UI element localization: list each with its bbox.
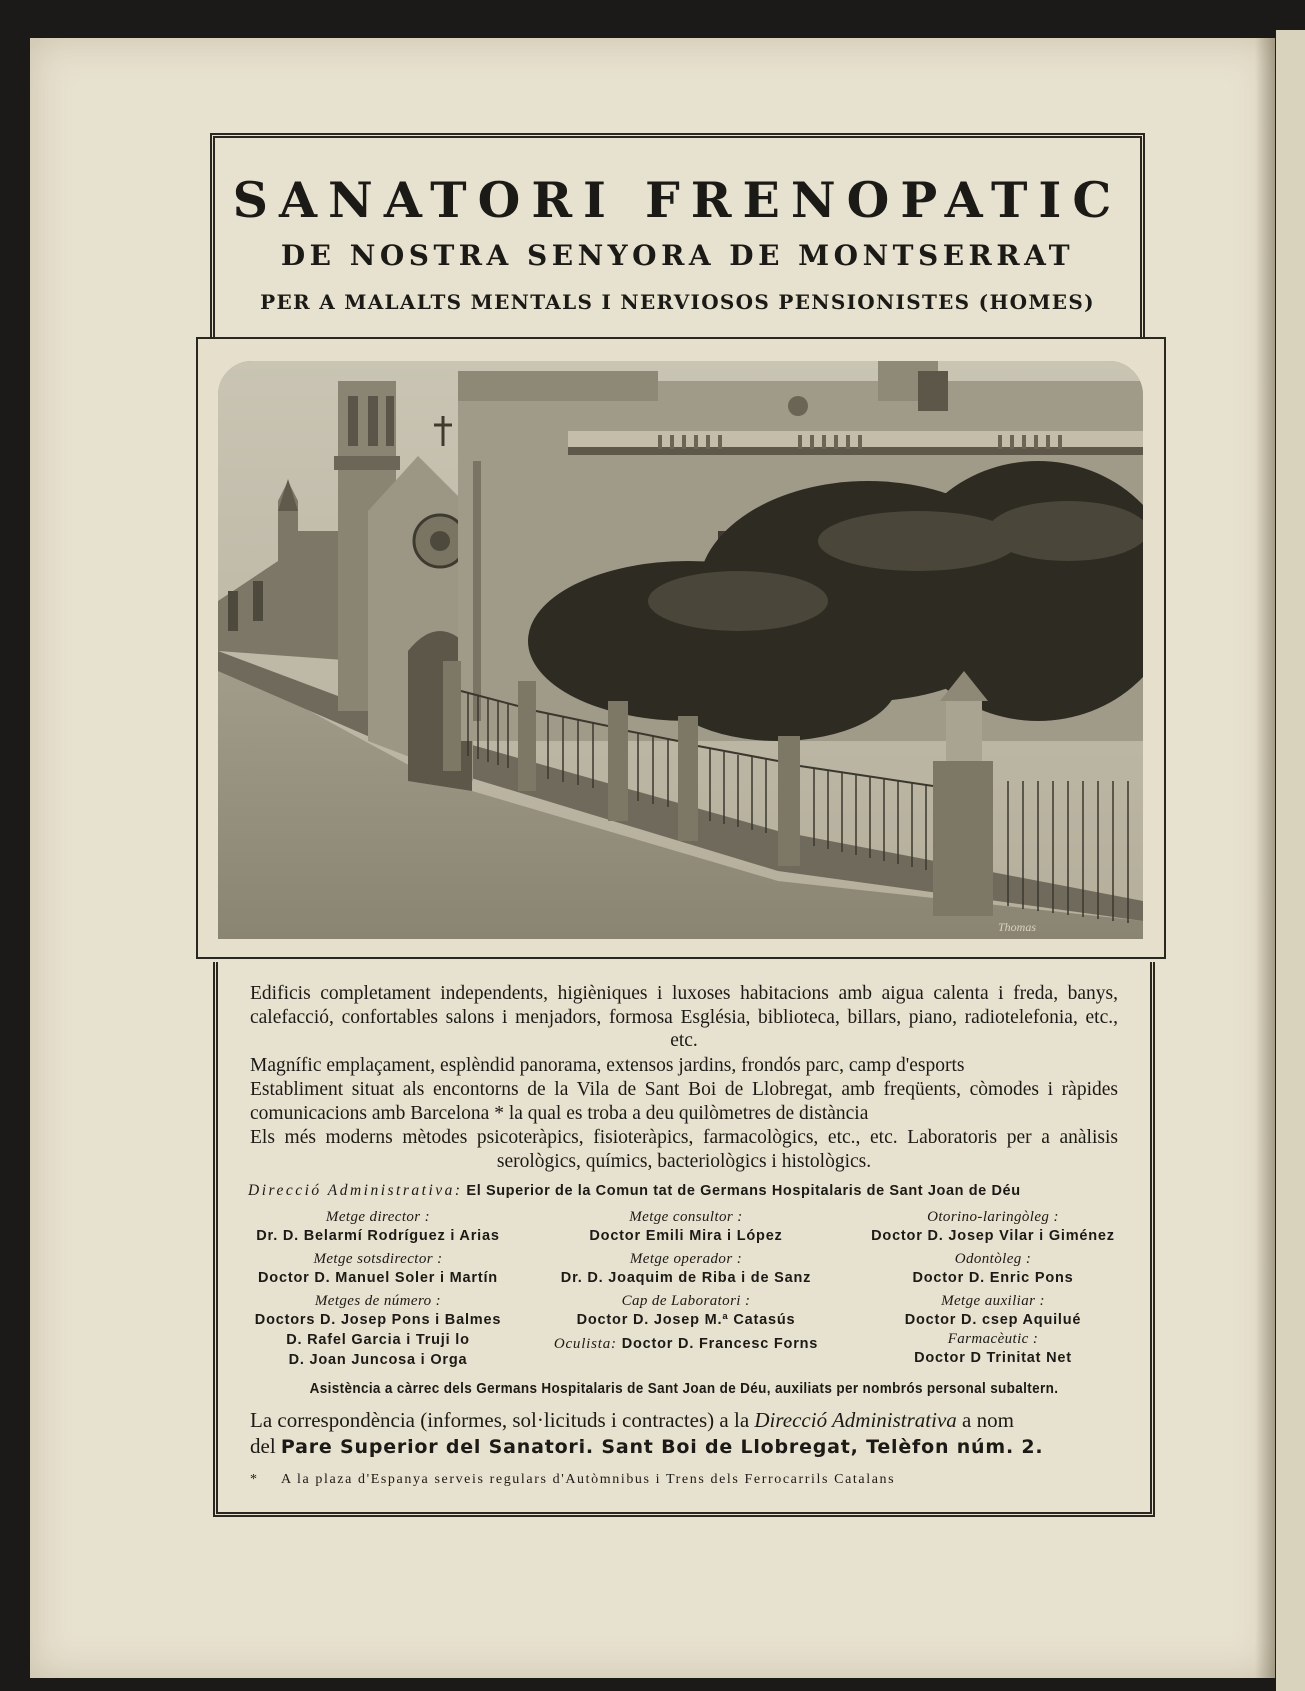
page-title: SANATORI FRENOPATIC: [232, 171, 1123, 229]
description-paragraph-4: Els més moderns mètodes psicoteràpics, fisioteràpics, farmacològics, etc., etc. Laboratoris per a anàlisis serològics, químics, bacteriològics i histològics.: [250, 1127, 1118, 1172]
staff-role: Otorino-laringòleg :: [927, 1209, 1059, 1225]
staff-role: Metges de número :: [314, 1293, 442, 1309]
staff-name: Doctor D. Josep Vilar i Giménez: [871, 1228, 1115, 1244]
administration-label: Direcció Administrativa:: [248, 1182, 463, 1199]
footnote: [250, 1472, 1118, 1488]
adjacent-page-edge: [1276, 30, 1305, 1691]
description-paragraph-3: Establiment situat als encontorns de la Vila de Sant Boi de Llobregat, amb freqüents, còmodes i ràpides comunicacions amb Barcelona * la qual es troba a deu quilòmetres de distància: [250, 1079, 1118, 1124]
staff-column-1: [233, 1208, 523, 1370]
correspondence-line-2: [250, 1434, 1118, 1459]
staff-column-2: [541, 1208, 831, 1354]
page-subtitle: DE NOSTRA SENYORA DE MONTSERRAT: [280, 239, 1075, 272]
staff-name: Doctor D Trinitat Net: [914, 1350, 1072, 1366]
footnote-text: A la plaza d'Espanya serveis regulars d'Autòmnibus i Trens dels Ferrocarrils Catalans: [280, 1472, 896, 1487]
footnote-marker: *: [250, 1472, 259, 1487]
staff-name: Doctor D. Francesc Forns: [621, 1336, 819, 1352]
staff-role: Farmacèutic :: [947, 1331, 1039, 1347]
staff-entry-oculist: [541, 1334, 831, 1354]
administration-value: El Superior de la Comun tat de Germans Hospitalaris de Sant Joan de Déu: [466, 1183, 1021, 1199]
staff-name: Dr. D. Joaquim de Riba i de Sanz: [560, 1270, 812, 1286]
staff-role: Cap de Laboratori :: [621, 1293, 751, 1309]
sanatorium-photo: [218, 361, 1143, 939]
correspondence-line-1: [250, 1408, 1118, 1433]
staff-name: Doctor D. csep Aquilué: [904, 1312, 1082, 1328]
staff-role: Oculista:: [553, 1336, 617, 1352]
staff-name: D. Joan Juncosa i Orga: [288, 1352, 468, 1368]
staff-name: Dr. D. Belarmí Rodríguez i Arias: [256, 1228, 500, 1244]
administration-line: [248, 1182, 1120, 1200]
description-box: [213, 962, 1155, 1517]
staff-name: Doctor D. Enric Pons: [912, 1270, 1074, 1286]
correspondence-text: del: [250, 1434, 276, 1458]
correspondence-text-end: a nom: [962, 1408, 1014, 1432]
staff-name: Doctor Emili Mira i López: [589, 1228, 783, 1244]
sanatorium-photo-illustration: [218, 361, 1143, 939]
correspondence-address: Pare Superior del Sanatori. Sant Boi de Llobregat, Telèfon núm. 2.: [280, 1436, 1044, 1458]
staff-name: Doctor D. Manuel Soler i Martín: [258, 1270, 498, 1286]
assistance-line: Asistència a càrrec dels Germans Hospitalaris de Sant Joan de Déu, auxiliats per nombrós personal subaltern.: [309, 1380, 1059, 1397]
page-gutter-shadow: [1255, 38, 1276, 1678]
staff-role: Metge operador :: [629, 1251, 743, 1267]
correspondence-italic: Direcció Administrativa: [754, 1408, 957, 1432]
staff-column-3: [848, 1208, 1138, 1368]
staff-name: Doctors D. Josep Pons i Balmes: [254, 1312, 502, 1328]
staff-role: Metge auxiliar :: [941, 1293, 1045, 1309]
staff-role: Metge sotsdirector :: [313, 1251, 443, 1267]
correspondence-text: La correspondència (informes, sol·licituds i contractes) a la: [250, 1408, 750, 1432]
staff-name: D. Rafel Garcia i Truji lo: [286, 1332, 470, 1348]
description-paragraph-1: Edificis completament independents, higièniques i luxoses habitacions amb aigua calenta i freda, banys, calefacció, confortables salons i menjadors, formosa Església, biblioteca, billars, piano, radiotelefonia, etc., etc.: [250, 983, 1118, 1051]
photo-frame: [196, 337, 1166, 959]
staff-role: Metge consultor :: [629, 1209, 743, 1225]
staff-role: Odontòleg :: [954, 1251, 1032, 1267]
photo-signature: Thomas: [998, 920, 1037, 934]
staff-name: Doctor D. Josep M.ª Catasús: [576, 1312, 796, 1328]
header-box: [210, 133, 1145, 341]
description-paragraph-2: Magnífic emplaçament, esplèndid panorama, extensos jardins, frondós parc, camp d'esports: [250, 1055, 965, 1076]
staff-role: Metge director :: [325, 1209, 431, 1225]
page-subtitle-secondary: PER A MALALTS MENTALS I NERVIOSOS PENSIONISTES (HOMES): [260, 290, 1095, 314]
